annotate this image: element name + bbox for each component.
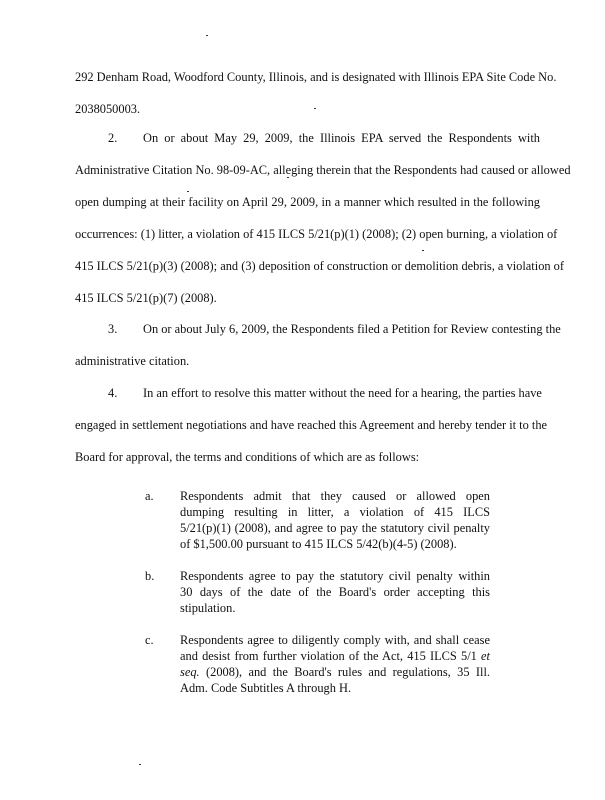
paragraph-line: 415 ILCS 5/21(p)(7) (2008). [75,291,217,305]
subparagraph-line: stipulation. [180,601,236,615]
paragraph-line: occurrences: (1) litter, a violation of 415 ILCS 5/21(p)(1) (2008); (2) open burning, a violation of [75,227,558,241]
paragraph-first-line: In an effort to resolve this matter without the need for a hearing, the parties have [143,386,542,400]
subparagraph-line: Respondents agree to diligently comply with, and shall cease [180,633,490,647]
paragraph-line: administrative citation. [75,354,190,368]
subparagraph-line [180,649,490,663]
paragraph-line: Board for approval, the terms and conditions of which are as follows: [75,450,420,464]
paragraph-number: 4. [108,386,118,400]
italic-seq: seq. [180,665,200,679]
scan-speck [422,250,424,251]
subparagraph-label: c. [145,633,154,647]
paragraph-number: 2. [108,131,118,145]
subparagraph-line: of $1,500.00 pursuant to 415 ILCS 5/42(b)(4-5) (2008). [180,537,457,551]
paragraph-number: 3. [108,322,118,336]
subparagraph-line: dumping resulting in litter, a violation of 415 ILCS [180,505,490,519]
intro-line: 292 Denham Road, Woodford County, Illinois, and is designated with Illinois EPA Site Code No. [75,70,557,84]
subparagraph-line: 30 days of the date of the Board's order accepting this [180,585,490,599]
paragraph-line: open dumping at their facility on April 29, 2009, in a manner which resulted in the following [75,195,540,209]
subparagraph-line [180,665,490,679]
italic-et: et [481,649,490,663]
subparagraph-line: Respondents admit that they caused or allowed open [180,489,490,503]
subparagraph-line: 5/21(p)(1) (2008), and agree to pay the statutory civil penalty [180,521,490,535]
intro-line: 2038050003. [75,102,141,116]
paragraph-first-line: On or about July 6, 2009, the Respondents filed a Petition for Review contesting the [143,322,561,336]
scan-speck [206,35,208,36]
scan-speck [287,177,289,178]
subparagraph-text: (2008), and the Board's rules and regulations, 35 Ill. [206,665,491,679]
paragraph-first-line: On or about May 29, 2009, the Illinois EPA served the Respondents with [143,131,540,145]
scan-speck [139,764,141,765]
subparagraph-text: and desist from further violation of the Act, 415 ILCS 5/1 [180,649,477,663]
subparagraph-line: Respondents agree to pay the statutory civil penalty within [180,569,490,583]
paragraph-line: Administrative Citation No. 98-09-AC, alleging therein that the Respondents had caused or allowed [75,163,571,177]
subparagraph-label: a. [145,489,154,503]
subparagraph-label: b. [145,569,155,583]
paragraph-line: engaged in settlement negotiations and have reached this Agreement and hereby tender it to the [75,418,548,432]
subparagraph-line: Adm. Code Subtitles A through H. [180,681,352,695]
paragraph-line: 415 ILCS 5/21(p)(3) (2008); and (3) deposition of construction or demolition debris, a violation of [75,259,565,273]
scan-speck [187,191,189,192]
